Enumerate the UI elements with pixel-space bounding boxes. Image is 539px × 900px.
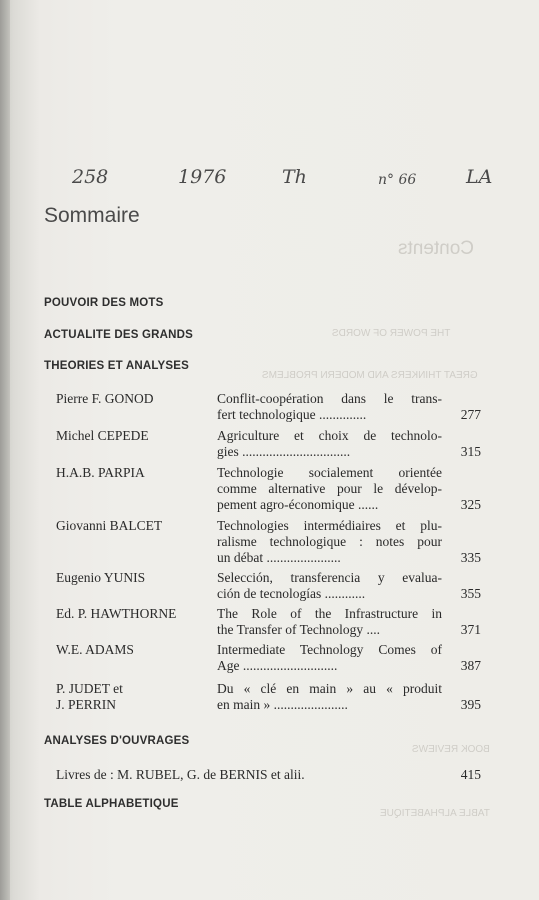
page-title: Sommaire <box>44 204 140 227</box>
entry-title <box>217 428 442 460</box>
handwriting-4: n° 66 <box>378 172 417 188</box>
entry-author: Giovanni BALCET <box>56 518 163 533</box>
show-through-power: THE POWER OF WORDS <box>332 328 451 339</box>
entry-author: W.E. ADAMS <box>56 642 134 657</box>
entry-title-line: comme alternative pour le dévelop- <box>217 481 442 496</box>
entry-title-line: Agriculture et choix de technolo- <box>217 428 442 443</box>
entry-author-2: J. PERRIN <box>56 697 117 712</box>
handwriting-1: 258 <box>72 166 109 188</box>
entry-page: 335 <box>460 550 481 565</box>
entry-title <box>217 391 442 423</box>
entry-title-line: ción de tecnologías ............ <box>217 586 366 601</box>
entry-page: 387 <box>460 658 481 673</box>
entry-title-line: Age ............................ <box>217 658 338 673</box>
entry-author: Ed. P. HAWTHORNE <box>56 606 177 621</box>
entry-author: P. JUDET et <box>56 681 123 696</box>
entry-title-line: Du « clé en main » au « produit <box>217 681 442 696</box>
entry-title-line: en main » ...................... <box>217 697 348 712</box>
entry-title <box>217 606 442 638</box>
entry-title-line: Intermediate Technology Comes of <box>217 642 442 657</box>
entry-author: Pierre F. GONOD <box>56 391 154 406</box>
entry-page: 315 <box>460 444 481 459</box>
handwriting-2: 1976 <box>178 166 227 188</box>
section-analyses-d-ouvrages: ANALYSES D'OUVRAGES <box>44 735 190 747</box>
books-text: Livres de : M. RUBEL, G. de BERNIS et alii. <box>56 767 305 782</box>
entry-title-line: ralisme technologique : notes pour <box>217 534 442 549</box>
handwriting-3: Th <box>282 166 307 188</box>
entry-title <box>217 518 442 566</box>
section-table-alphabetique: TABLE ALPHABETIQUE <box>44 798 179 810</box>
entry-page: 355 <box>460 586 481 601</box>
handwriting-5: LA <box>466 166 493 188</box>
section-theories-et-analyses: THEORIES ET ANALYSES <box>44 360 190 372</box>
entry-title-line: gies ................................ <box>217 444 351 459</box>
show-through-book: BOOK REVIEWS <box>412 744 490 755</box>
entry-title <box>217 570 442 602</box>
books-page: 415 <box>460 767 481 782</box>
entry-title-line: un débat ...................... <box>217 550 341 565</box>
show-through-great: GREAT THINKERS AND MODERN PROBLEMS <box>262 370 478 381</box>
show-through-contents: Contents <box>398 238 475 259</box>
entry-author: Michel CEPEDE <box>56 428 149 443</box>
entry-title <box>217 681 442 713</box>
entry-title <box>217 465 442 513</box>
entry-title-line: Selección, transferencia y evalua- <box>217 570 442 585</box>
show-through-alpha: TABLE ALPHABETIQUE <box>380 808 490 819</box>
entry-title <box>217 642 442 674</box>
entry-page: 325 <box>460 497 481 512</box>
entry-title-line: Technologie socialement orientée <box>217 465 442 480</box>
entry-page: 371 <box>460 622 481 637</box>
entry-page: 277 <box>460 407 481 422</box>
entry-title-line: The Role of the Infrastructure in <box>217 606 442 621</box>
page-spine-shadow <box>0 0 10 900</box>
entry-title-line: pement agro-économique ...... <box>217 497 379 512</box>
entry-author: H.A.B. PARPIA <box>56 465 145 480</box>
entry-title-line: the Transfer of Technology .... <box>217 622 381 637</box>
entry-page: 395 <box>460 697 481 712</box>
entry-author: Eugenio YUNIS <box>56 570 146 585</box>
entry-title-line: fert technologique .............. <box>217 407 367 422</box>
section-actualite-des-grands: ACTUALITE DES GRANDS <box>44 329 194 341</box>
section-pouvoir-des-mots: POUVOIR DES MOTS <box>44 297 164 309</box>
entry-title-line: Conflit-coopération dans le trans- <box>217 391 442 406</box>
entry-title-line: Technologies intermédiaires et plu- <box>217 518 442 533</box>
